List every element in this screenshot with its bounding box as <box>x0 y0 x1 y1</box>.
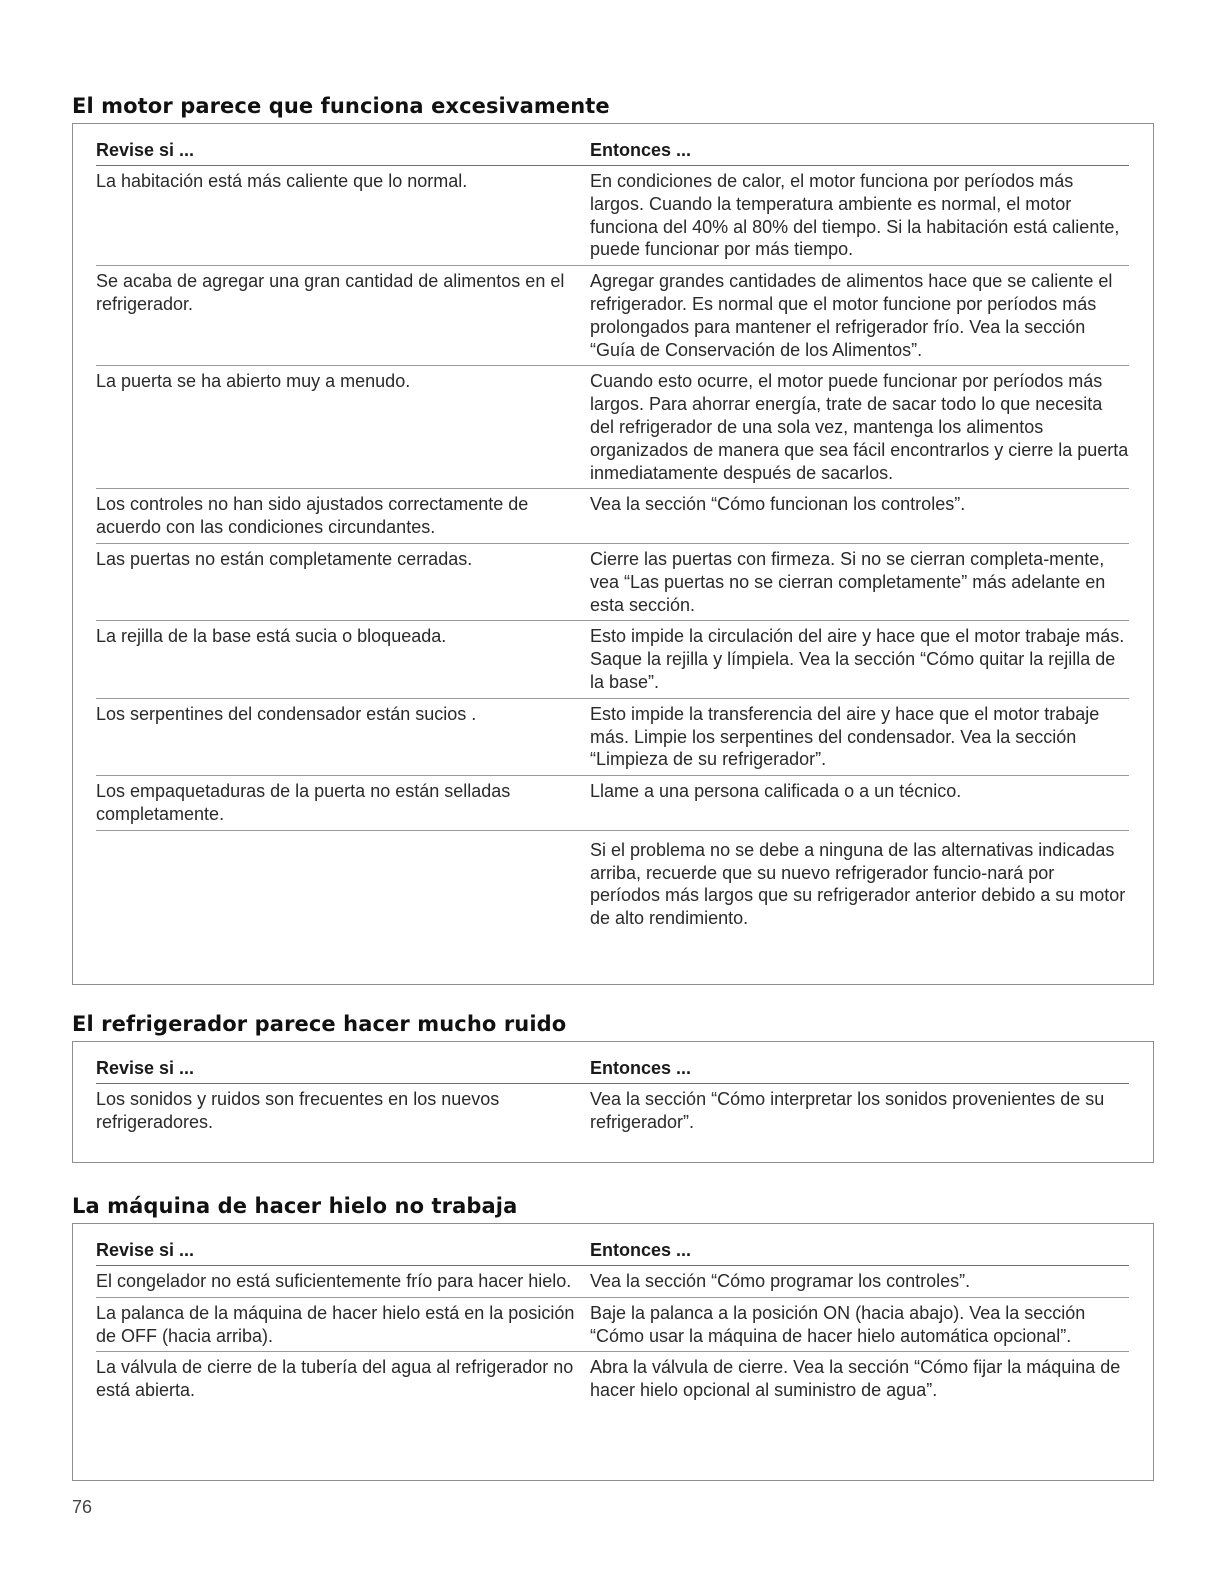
troubleshooting-table <box>72 123 1154 985</box>
table-row <box>96 1298 1129 1353</box>
header-then: Entonces ... <box>590 1240 692 1260</box>
header-check: Revise si ... <box>96 1240 195 1260</box>
table-row <box>96 776 1129 831</box>
then-cell: Abra la válvula de cierre. Vea la sección “Cómo fijar la máquina de hacer hielo opcional al suministro de agua”. <box>590 1357 1121 1401</box>
table-row <box>96 621 1129 698</box>
check-cell: La puerta se ha abierto muy a menudo. <box>96 371 411 392</box>
table-row <box>96 489 1129 544</box>
check-cell: La rejilla de la base está sucia o bloqueada. <box>96 626 447 647</box>
table-row <box>96 366 1129 489</box>
section-motor <box>72 93 1154 985</box>
table-header <box>96 1052 1129 1084</box>
check-cell: La válvula de cierre de la tubería del agua al refrigerador no está abierta. <box>96 1357 574 1401</box>
table-row <box>96 544 1129 621</box>
then-cell: Cuando esto ocurre, el motor puede funcionar por períodos más largos. Para ahorrar energía, trate de sacar todo lo que necesita del refrigerador de una sola vez, mantenga los alimentos organizados de manera que sea fácil encontrarlos y cierre la puerta inmediatamente después de sacarlos. <box>590 371 1129 483</box>
then-cell: Si el problema no se debe a ninguna de las alternativas indicadas arriba, recuerde que su nuevo refrigerador funcio-nará por períodos más largos que su refrigerador anterior debido a su motor de alto rendimiento. <box>590 839 1126 929</box>
then-cell: Cierre las puertas con firmeza. Si no se cierran completa-mente, vea “Las puertas no se cierran completamente” más adelante en esta sección. <box>590 548 1106 615</box>
check-cell: Los sonidos y ruidos son frecuentes en los nuevos refrigeradores. <box>96 1089 500 1132</box>
header-check: Revise si ... <box>96 140 195 160</box>
section-noise <box>72 1011 1154 1163</box>
check-cell: Las puertas no están completamente cerradas. <box>96 548 473 569</box>
table-row <box>96 266 1129 366</box>
then-cell: Llame a una persona calificada o a un técnico. <box>590 781 962 802</box>
check-cell: Los empaquetaduras de la puerta no están selladas completamente. <box>96 781 511 824</box>
table-row <box>96 166 1129 266</box>
table-header <box>96 1234 1129 1266</box>
check-cell: Los serpentines del condensador están sucios . <box>96 703 477 724</box>
header-then: Entonces ... <box>590 1058 692 1078</box>
check-cell: La palanca de la máquina de hacer hielo está en la posición de OFF (hacia arriba). <box>96 1302 575 1346</box>
section-title: El motor parece que funciona excesivamente <box>72 94 610 118</box>
header-then: Entonces ... <box>590 140 692 160</box>
section-title: La máquina de hacer hielo no trabaja <box>72 1194 518 1218</box>
table-row <box>96 831 1129 934</box>
then-cell: Vea la sección “Cómo funcionan los controles”. <box>590 494 966 515</box>
check-cell <box>96 839 590 930</box>
check-cell: La habitación está más caliente que lo normal. <box>96 171 468 191</box>
table-row <box>96 1352 1129 1406</box>
check-cell: El congelador no está suficientemente frío para hacer hielo. <box>96 1271 572 1291</box>
then-cell: En condiciones de calor, el motor funciona por períodos más largos. Cuando la temperatura ambiente es normal, el motor funciona del 40% al 80% del tiempo. Si la habitación está caliente, puede funcionar por más tiempo. <box>590 171 1120 260</box>
header-check: Revise si ... <box>96 1058 195 1078</box>
then-cell: Esto impide la circulación del aire y hace que el motor trabaje más. Saque la rejilla y límpiela. Vea la sección “Cómo quitar la rejilla de la base”. <box>590 626 1125 692</box>
check-cell: Los controles no han sido ajustados correctamente de acuerdo con las condiciones circundantes. <box>96 494 529 538</box>
then-cell: Esto impide la transferencia del aire y hace que el motor trabaje más. Limpie los serpentines del condensador. Vea la sección “Limpieza de su refrigerador”. <box>590 703 1100 770</box>
then-cell: Agregar grandes cantidades de alimentos hace que se caliente el refrigerador. Es normal que el motor funcione por períodos más prolongados para mantener el refrigerador frío. Vea la sección “Guía de Conservación de los Alimentos”. <box>590 271 1113 360</box>
then-cell: Baje la palanca a la posición ON (hacia abajo). Vea la sección “Cómo usar la máquina de hacer hielo automática opcional”. <box>590 1302 1086 1346</box>
page-number: 76 <box>72 1497 93 1517</box>
troubleshooting-table <box>72 1041 1154 1163</box>
section-title: El refrigerador parece hacer mucho ruido <box>72 1012 567 1036</box>
then-cell: Vea la sección “Cómo programar los controles”. <box>590 1271 971 1291</box>
table-header <box>96 134 1129 166</box>
section-icemaker <box>72 1193 1154 1481</box>
table-row <box>96 1266 1129 1298</box>
then-cell: Vea la sección “Cómo interpretar los sonidos provenientes de su refrigerador”. <box>590 1089 1105 1132</box>
check-cell: Se acaba de agregar una gran cantidad de alimentos en el refrigerador. <box>96 271 565 314</box>
table-row <box>96 1084 1129 1138</box>
table-row <box>96 699 1129 776</box>
troubleshooting-table <box>72 1223 1154 1481</box>
